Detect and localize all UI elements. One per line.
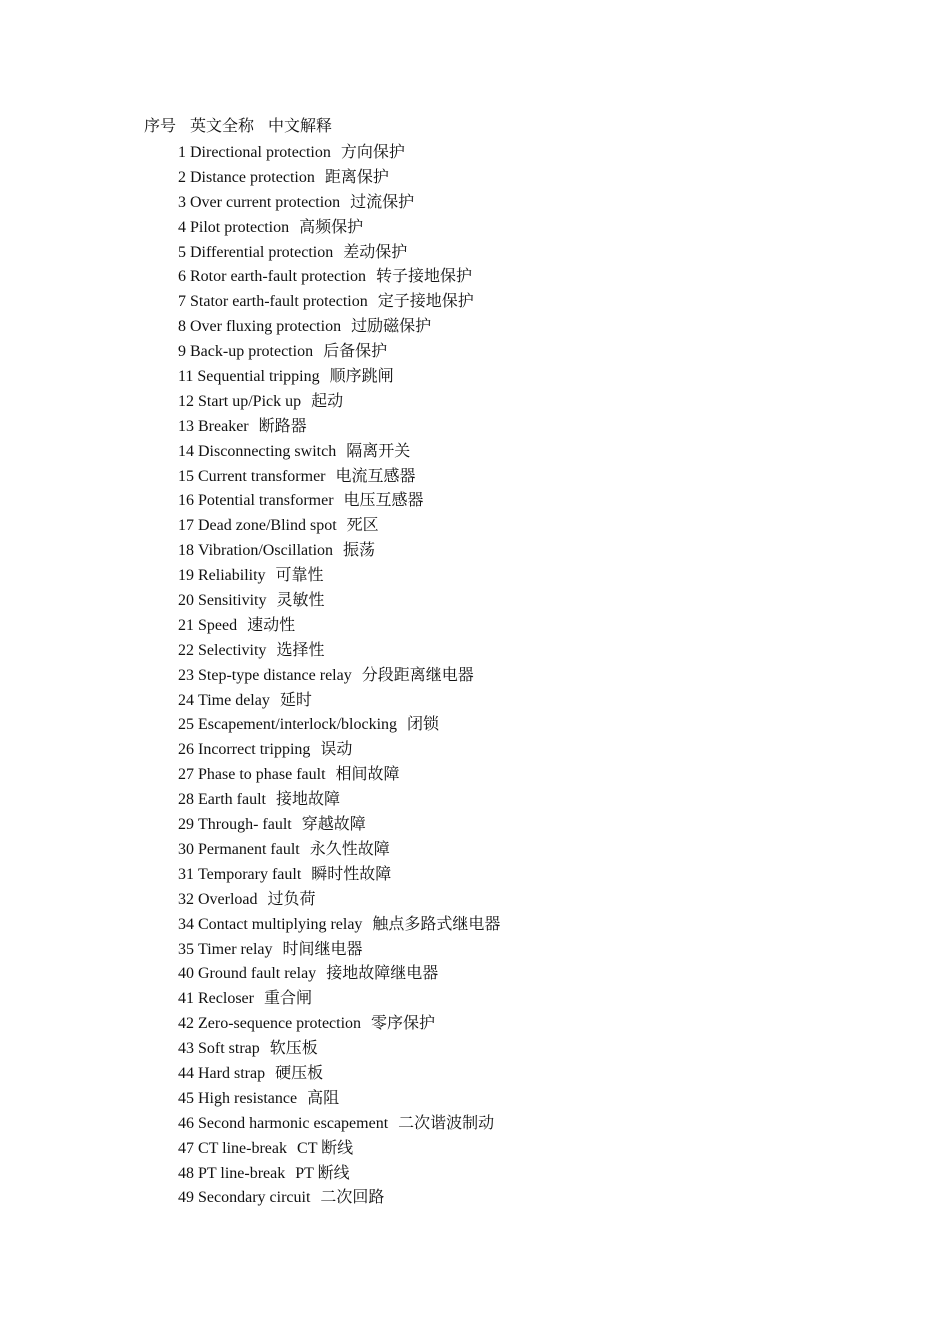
term-row	[178, 913, 500, 938]
term-row	[178, 1112, 500, 1137]
term-number: 45	[178, 1089, 194, 1107]
term-number: 23	[178, 666, 194, 684]
term-english: Second harmonic escapement	[198, 1114, 389, 1132]
term-english: Phase to phase fault	[198, 766, 326, 784]
term-chinese: 过负荷	[267, 890, 316, 908]
term-english: Over fluxing protection	[190, 318, 342, 336]
term-chinese: 相间故障	[335, 766, 400, 784]
term-chinese: 起动	[311, 392, 344, 410]
term-number: 30	[178, 840, 194, 858]
term-chinese: 闭锁	[407, 716, 440, 734]
term-english: Rotor earth-fault protection	[190, 268, 366, 286]
term-number: 21	[178, 616, 194, 634]
term-row	[178, 713, 500, 738]
term-chinese: 二次谐波制动	[398, 1114, 495, 1132]
term-english: PT line-break	[198, 1164, 286, 1182]
term-row	[178, 689, 500, 714]
term-chinese: 死区	[346, 517, 379, 535]
term-chinese: 电流互感器	[335, 467, 416, 485]
term-number: 12	[178, 392, 194, 410]
term-number: 46	[178, 1114, 194, 1132]
term-number: 18	[178, 542, 194, 560]
term-row	[178, 489, 500, 514]
term-chinese: 硬压板	[275, 1064, 324, 1082]
term-row	[178, 863, 500, 888]
term-number: 35	[178, 940, 194, 958]
term-row	[178, 315, 500, 340]
term-english: Over current protection	[190, 193, 341, 211]
term-number: 13	[178, 417, 194, 435]
term-number: 24	[178, 691, 194, 709]
term-chinese: 重合闸	[263, 990, 312, 1008]
term-chinese: 二次回路	[320, 1189, 385, 1207]
term-english: Stator earth-fault protection	[190, 293, 368, 311]
term-number: 19	[178, 567, 194, 585]
term-english: Reliability	[198, 567, 266, 585]
term-number: 1	[178, 144, 186, 161]
term-row	[178, 465, 500, 490]
term-number: 27	[178, 766, 194, 784]
term-number: 25	[178, 716, 194, 734]
term-number: 41	[178, 990, 194, 1008]
term-number: 40	[178, 965, 194, 983]
term-row	[178, 763, 500, 788]
term-english: Disconnecting switch	[198, 442, 337, 460]
term-chinese: 电压互感器	[343, 492, 424, 510]
term-chinese: CT 断线	[297, 1139, 354, 1157]
term-number: 48	[178, 1164, 194, 1182]
term-english: Potential transformer	[198, 492, 334, 510]
term-english: Speed	[198, 616, 238, 634]
term-row	[178, 241, 500, 266]
term-number: 20	[178, 592, 194, 610]
term-english: Vibration/Oscillation	[198, 542, 334, 560]
term-number: 11	[178, 368, 194, 386]
term-number: 42	[178, 1015, 194, 1033]
term-english: Earth fault	[198, 791, 266, 809]
term-number: 2	[178, 168, 186, 186]
term-chinese: 接地故障继电器	[326, 965, 439, 983]
term-row	[178, 340, 500, 365]
term-chinese: 选择性	[276, 641, 325, 659]
term-row	[178, 390, 500, 415]
term-row	[178, 589, 500, 614]
header-english-name: 英文全称	[190, 118, 255, 135]
term-english: Incorrect tripping	[198, 741, 311, 759]
term-row	[178, 664, 500, 689]
term-chinese: 断路器	[258, 417, 307, 435]
term-english: Directional protection	[190, 144, 331, 161]
term-number: 5	[178, 243, 186, 261]
term-chinese: 隔离开关	[346, 442, 411, 460]
term-row	[178, 938, 500, 963]
term-row	[178, 216, 500, 241]
term-english: Temporary fault	[198, 865, 302, 883]
term-row	[178, 888, 500, 913]
term-number: 22	[178, 641, 194, 659]
term-english: Escapement/interlock/blocking	[198, 716, 398, 734]
term-row	[178, 1087, 500, 1112]
term-chinese: 灵敏性	[276, 592, 325, 610]
term-chinese: 零序保护	[371, 1015, 436, 1033]
term-row	[178, 365, 500, 390]
term-english: Current transformer	[198, 467, 326, 485]
term-chinese: 可靠性	[275, 567, 324, 585]
term-row	[178, 838, 500, 863]
term-number: 16	[178, 492, 194, 510]
term-english: Time delay	[198, 691, 270, 709]
term-chinese: 振荡	[343, 542, 376, 560]
term-row	[178, 987, 500, 1012]
term-english: Sensitivity	[198, 592, 267, 610]
term-english: Zero-sequence protection	[198, 1015, 362, 1033]
term-english: Recloser	[198, 990, 254, 1008]
term-chinese: 穿越故障	[301, 816, 366, 834]
column-header	[144, 116, 342, 138]
header-number: 序号	[144, 118, 177, 135]
term-chinese: 速动性	[247, 616, 296, 634]
term-row	[178, 614, 500, 639]
term-number: 3	[178, 193, 186, 211]
term-chinese: 后备保护	[323, 343, 388, 361]
header-chinese-meaning: 中文解释	[268, 118, 333, 135]
term-row	[178, 514, 500, 539]
term-english: Sequential tripping	[197, 368, 320, 386]
term-row	[178, 415, 500, 440]
term-number: 8	[178, 318, 186, 336]
term-row	[178, 1137, 500, 1162]
term-number: 31	[178, 865, 194, 883]
term-chinese: 定子接地保护	[377, 293, 474, 311]
term-number: 44	[178, 1064, 194, 1082]
term-row	[178, 191, 500, 216]
term-number: 34	[178, 915, 194, 933]
term-row	[178, 1062, 500, 1087]
term-english: Permanent fault	[198, 840, 300, 858]
term-chinese: 高频保护	[299, 218, 364, 236]
term-number: 14	[178, 442, 194, 460]
term-chinese: PT 断线	[295, 1164, 350, 1182]
term-number: 28	[178, 791, 194, 809]
term-number: 43	[178, 1040, 194, 1058]
term-chinese: 时间继电器	[282, 940, 363, 958]
term-number: 32	[178, 890, 194, 908]
term-english: CT line-break	[198, 1139, 288, 1157]
term-chinese: 延时	[279, 691, 312, 709]
term-chinese: 过流保护	[350, 193, 415, 211]
term-english: Through- fault	[198, 816, 292, 834]
term-english: Step-type distance relay	[198, 666, 352, 684]
term-english: High resistance	[198, 1089, 298, 1107]
term-english: Soft strap	[198, 1040, 260, 1058]
term-english: Pilot protection	[190, 218, 290, 236]
term-row	[178, 290, 500, 315]
term-row	[178, 962, 500, 987]
term-row	[178, 813, 500, 838]
term-number: 4	[178, 218, 186, 236]
term-chinese: 转子接地保护	[375, 268, 472, 286]
term-number: 26	[178, 741, 194, 759]
term-english: Overload	[198, 890, 258, 908]
term-english: Dead zone/Blind spot	[198, 517, 337, 535]
term-row	[178, 788, 500, 813]
term-english: Ground fault relay	[198, 965, 317, 983]
term-chinese: 软压板	[269, 1040, 318, 1058]
term-row	[178, 141, 500, 166]
term-chinese: 分段距离继电器	[361, 666, 474, 684]
term-chinese: 差动保护	[343, 243, 408, 261]
term-english: Differential protection	[190, 243, 334, 261]
term-row	[178, 166, 500, 191]
term-number: 15	[178, 467, 194, 485]
term-number: 49	[178, 1189, 194, 1207]
term-chinese: 方向保护	[340, 144, 405, 161]
term-english: Secondary circuit	[198, 1189, 311, 1207]
term-chinese: 顺序跳闸	[329, 368, 394, 386]
term-english: Back-up protection	[190, 343, 314, 361]
term-row	[178, 1012, 500, 1037]
term-row	[178, 564, 500, 589]
term-chinese: 永久性故障	[309, 840, 390, 858]
term-row	[178, 738, 500, 763]
term-english: Timer relay	[198, 940, 273, 958]
term-list	[178, 141, 500, 1211]
term-english: Selectivity	[198, 641, 267, 659]
term-chinese: 瞬时性故障	[311, 865, 392, 883]
term-number: 7	[178, 293, 186, 311]
term-row	[178, 265, 500, 290]
term-chinese: 高阻	[307, 1089, 340, 1107]
term-number: 17	[178, 517, 194, 535]
term-row	[178, 1037, 500, 1062]
term-row	[178, 1186, 500, 1211]
term-chinese: 接地故障	[275, 791, 340, 809]
term-english: Contact multiplying relay	[198, 915, 363, 933]
term-chinese: 触点多路式继电器	[372, 915, 501, 933]
term-row	[178, 539, 500, 564]
term-row	[178, 1162, 500, 1187]
term-number: 9	[178, 343, 186, 361]
term-number: 47	[178, 1139, 194, 1157]
term-chinese: 误动	[320, 741, 353, 759]
term-chinese: 距离保护	[324, 168, 389, 186]
term-row	[178, 440, 500, 465]
term-english: Distance protection	[190, 168, 315, 186]
term-row	[178, 639, 500, 664]
term-english: Hard strap	[198, 1064, 266, 1082]
term-english: Start up/Pick up	[198, 392, 302, 410]
term-english: Breaker	[198, 417, 249, 435]
term-chinese: 过励磁保护	[351, 318, 432, 336]
term-number: 6	[178, 268, 186, 286]
term-number: 29	[178, 816, 194, 834]
